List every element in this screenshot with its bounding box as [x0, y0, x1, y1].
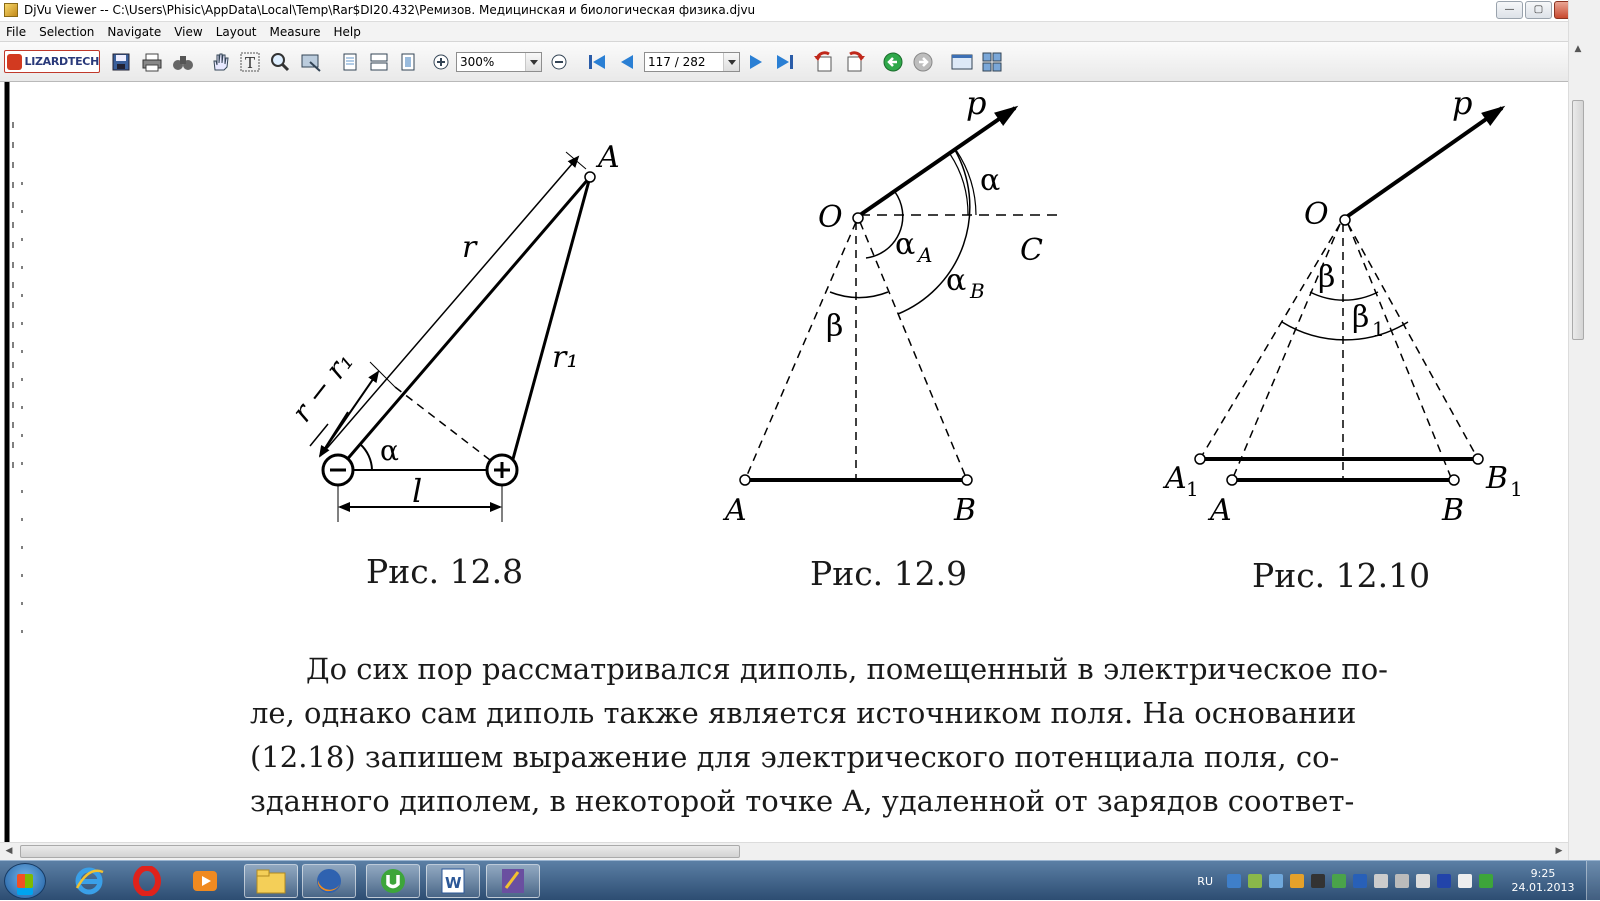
taskbar-explorer-icon[interactable]	[244, 864, 298, 898]
taskbar-djvu-viewer-icon[interactable]	[486, 864, 540, 898]
menu-help[interactable]: Help	[333, 24, 361, 39]
fig8-label-r1: r₁	[552, 340, 579, 375]
first-page-icon[interactable]	[586, 51, 608, 73]
tray-sync-icon[interactable]	[1269, 874, 1283, 888]
previous-page-icon[interactable]	[616, 51, 638, 73]
fig10-label-B1: B	[1486, 461, 1509, 496]
fig8-label-alpha: α	[380, 434, 399, 467]
fig9-label-alphaB: α	[946, 263, 967, 298]
window-title: DjVu Viewer -- C:\Users\Phisic\AppData\Local\Temp\Rar$DI20.432\Ремизов. Медицинская и биологическая физика.djvu	[24, 3, 756, 17]
zoom-select[interactable]	[456, 52, 542, 72]
system-tray	[1197, 861, 1600, 901]
figure-12-8	[310, 152, 595, 522]
fig9-label-alpha: α	[980, 163, 1001, 198]
fig9-label-alphaA-sub: A	[918, 243, 933, 267]
fig9-label-C: C	[1020, 233, 1043, 268]
document-view[interactable]	[0, 82, 1568, 842]
fig9-label-O: O	[818, 200, 843, 235]
fig8-label-l: l	[412, 472, 423, 510]
tray-speaker-icon[interactable]	[1416, 874, 1430, 888]
menu-selection[interactable]: Selection	[39, 24, 95, 39]
taskbar-media-player-icon[interactable]	[178, 864, 232, 898]
fig10-label-beta1: β	[1352, 300, 1370, 335]
tray-power-icon[interactable]	[1395, 874, 1409, 888]
back-icon[interactable]	[882, 51, 904, 73]
tray-update-icon[interactable]	[1290, 874, 1304, 888]
tray-bluetooth-icon[interactable]	[1353, 874, 1367, 888]
title-bar	[0, 0, 1600, 22]
menu-navigate[interactable]: Navigate	[107, 24, 162, 39]
pan-hand-icon[interactable]	[208, 51, 232, 73]
last-page-icon[interactable]	[774, 51, 796, 73]
paragraph-line-1: До сих пор рассматривался диполь, помещенный в электрическое по-	[306, 652, 1388, 686]
find-binoculars-icon[interactable]	[171, 51, 195, 73]
zoom-tool-icon[interactable]	[268, 51, 292, 73]
tray-ru-icon[interactable]	[1437, 874, 1451, 888]
snapshot-icon[interactable]	[298, 51, 324, 73]
figure-12-10-labels	[1162, 84, 1523, 528]
paragraph-line-3: (12.18) запишем выражение для электрического потенциала поля, со-	[250, 740, 1340, 774]
horizontal-scrollbar[interactable]	[0, 842, 1568, 860]
language-indicator[interactable]: RU	[1197, 874, 1213, 888]
full-screen-icon[interactable]	[950, 51, 974, 73]
show-desktop-button[interactable]	[1586, 861, 1600, 901]
rotate-right-icon[interactable]	[843, 51, 867, 73]
taskbar-firefox-icon[interactable]	[302, 864, 356, 898]
taskbar-opera-icon[interactable]	[120, 864, 174, 898]
tray-network-icon[interactable]	[1227, 874, 1241, 888]
zoom-value: 300%	[460, 55, 495, 69]
menu-bar	[0, 22, 1600, 42]
fig10-label-beta: β	[1318, 260, 1336, 295]
body-paragraph	[250, 647, 1552, 823]
djvu-app-icon	[4, 3, 18, 17]
lizardtech-logo-icon	[7, 54, 22, 70]
tray-app-icon[interactable]	[1248, 874, 1262, 888]
tray-utorrent-icon[interactable]	[1332, 874, 1346, 888]
svg-text:W: W	[445, 874, 462, 892]
continuous-page-icon[interactable]	[367, 51, 391, 73]
fig8-label-A: A	[598, 140, 620, 175]
clock-time: 9:25	[1530, 867, 1556, 880]
scroll-right-arrow-icon[interactable]: ▶	[1555, 846, 1563, 856]
fig10-label-O: O	[1304, 197, 1329, 232]
svg-text:T: T	[245, 54, 256, 72]
logo-text: LIZARDTECH	[24, 55, 99, 68]
fig10-label-beta1-sub: 1	[1372, 317, 1385, 341]
page-number-value: 117 / 282	[648, 55, 706, 69]
taskbar-utorrent-icon[interactable]	[366, 864, 420, 898]
scroll-left-arrow-icon[interactable]: ◀	[5, 846, 13, 856]
fig9-label-p: p	[966, 84, 987, 122]
next-page-icon[interactable]	[745, 51, 767, 73]
fit-page-icon[interactable]	[396, 51, 420, 73]
taskbar-word-icon[interactable]	[426, 864, 480, 898]
menu-measure[interactable]: Measure	[269, 24, 321, 39]
scan-edge-artifacts	[7, 82, 22, 842]
caption-fig-12-9: Рис. 12.9	[810, 554, 968, 593]
paragraph-line-2: ле, однако сам диполь также является источником поля. На основании	[250, 696, 1357, 730]
menu-view[interactable]: View	[174, 24, 203, 39]
clock-date: 24.01.2013	[1511, 881, 1575, 894]
tray-monitor-icon[interactable]	[1311, 874, 1325, 888]
text-select-icon[interactable]	[238, 51, 262, 73]
zoom-in-icon[interactable]	[430, 51, 452, 73]
caption-fig-12-8: Рис. 12.8	[366, 552, 524, 591]
fig9-label-alphaA: α	[895, 227, 916, 262]
save-icon[interactable]	[110, 51, 132, 73]
minimize-button[interactable]: —	[1496, 1, 1523, 19]
paragraph-line-4: зданного диполем, в некоторой точке A, удаленной от зарядов соответ-	[250, 784, 1355, 818]
figure-12-9-labels	[722, 84, 1043, 528]
print-icon[interactable]	[140, 51, 164, 73]
page-number-select[interactable]	[644, 52, 740, 72]
fig9-label-beta: β	[826, 309, 844, 344]
figure-12-9	[740, 108, 1060, 485]
zoom-dropdown-arrow-icon[interactable]	[525, 53, 541, 71]
lizardtech-logo[interactable]	[4, 50, 100, 73]
windows-taskbar	[0, 860, 1600, 900]
zoom-out-icon[interactable]	[548, 51, 570, 73]
fig10-label-p: p	[1452, 84, 1473, 122]
fig10-label-A1: A	[1165, 461, 1187, 496]
tray-flag-icon[interactable]	[1458, 874, 1472, 888]
caption-fig-12-10: Рис. 12.10	[1252, 556, 1431, 595]
clock[interactable]	[1500, 867, 1586, 895]
forward-icon[interactable]	[912, 51, 934, 73]
fig9-label-B: B	[954, 493, 977, 528]
fig8-label-r-minus-r1: r − r₁	[285, 345, 360, 429]
start-button[interactable]	[4, 863, 46, 899]
thumbnails-icon[interactable]	[980, 51, 1004, 73]
fig10-label-A: A	[1210, 493, 1232, 528]
horizontal-scroll-thumb[interactable]	[20, 845, 740, 858]
fig9-label-alphaB-sub: B	[970, 279, 985, 303]
rotate-left-icon[interactable]	[812, 51, 836, 73]
fig10-label-B1-sub: 1	[1510, 477, 1523, 501]
menu-layout[interactable]: Layout	[215, 24, 257, 39]
figure-12-10	[1195, 108, 1502, 485]
vertical-scroll-thumb[interactable]	[1572, 100, 1584, 340]
menu-file[interactable]: File	[6, 24, 27, 39]
fig10-label-A1-sub: 1	[1186, 477, 1199, 501]
fig8-label-r: r	[462, 230, 477, 265]
tray-status-icon[interactable]	[1479, 874, 1493, 888]
fig9-label-A: A	[725, 493, 747, 528]
maximize-button[interactable]: ▢	[1525, 1, 1552, 19]
toolbar	[0, 42, 1600, 82]
page-dropdown-arrow-icon[interactable]	[723, 53, 739, 71]
single-page-icon[interactable]	[338, 51, 362, 73]
tray-volume-icon[interactable]	[1374, 874, 1388, 888]
taskbar-internet-explorer-icon[interactable]	[62, 864, 116, 898]
scroll-up-arrow-icon[interactable]: ▲	[1574, 44, 1582, 54]
vertical-scrollbar[interactable]	[1568, 0, 1600, 860]
fig10-label-B: B	[1442, 493, 1465, 528]
